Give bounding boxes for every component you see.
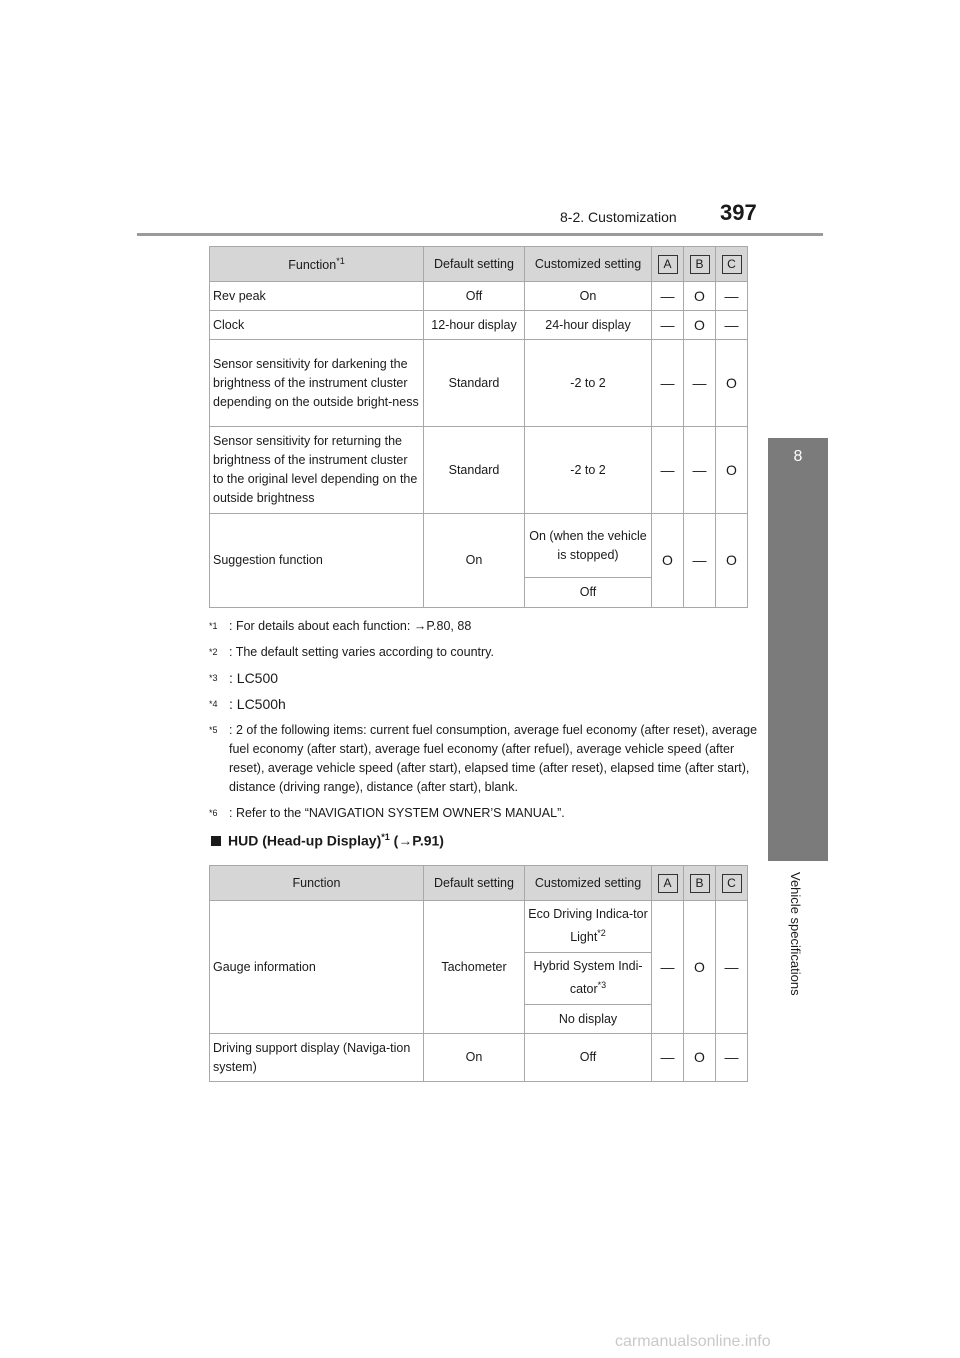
row-custom-alt: Off (525, 578, 652, 608)
row-function: Clock (210, 311, 424, 340)
col-function: Function (210, 866, 424, 901)
watermark: carmanualsonline.info (615, 1333, 771, 1350)
row-default: On (424, 514, 525, 608)
footnote: *4 : LC500h (209, 696, 286, 712)
row-c: — (716, 1034, 748, 1082)
row-a: — (652, 427, 684, 514)
row-default: 12-hour display (424, 311, 525, 340)
row-custom: On (525, 282, 652, 311)
row-custom: 24-hour display (525, 311, 652, 340)
footnote: *3 : LC500 (209, 670, 279, 686)
row-function: Sensor sensitivity for returning the brightness of the instrument cluster to the original level depending on the outside brightness (210, 427, 424, 514)
table-row (210, 282, 748, 311)
col-function: Function$^{*1}$ (210, 247, 424, 282)
col-c: C (716, 866, 748, 901)
page-number: 397 (720, 200, 757, 225)
row-a: — (652, 901, 684, 1034)
row-a: — (652, 311, 684, 340)
footnotes (209, 617, 769, 830)
header-rule (137, 233, 823, 236)
row-default: On (424, 1034, 525, 1082)
square-bullet-icon (211, 836, 221, 846)
col-b: B (684, 247, 716, 282)
table-row (210, 1034, 748, 1082)
row-custom: No display (525, 1005, 652, 1034)
col-a: A (652, 247, 684, 282)
row-custom: -2 to 2 (525, 427, 652, 514)
table-row (210, 901, 748, 953)
row-function: Sensor sensitivity for darkening the brightness of the instrument cluster depending on the outside bright-ness (210, 340, 424, 427)
col-b: B (684, 866, 716, 901)
row-c: — (716, 901, 748, 1034)
section-title: 8-2. Customization (560, 209, 677, 225)
customization-table-1 (209, 246, 748, 608)
row-a: — (652, 282, 684, 311)
row-c: O (716, 514, 748, 608)
row-custom: On (when the vehicle is stopped) (525, 514, 652, 578)
chapter-number: 8 (793, 448, 803, 465)
row-function: Gauge information (210, 901, 424, 1034)
row-custom: Eco Driving Indica-tor Light$^{*2}$ (525, 901, 652, 953)
table-row (210, 427, 748, 514)
row-a: O (652, 514, 684, 608)
col-custom: Customized setting (525, 866, 652, 901)
row-function: Rev peak (210, 282, 424, 311)
table-row (210, 340, 748, 427)
row-c: O (716, 427, 748, 514)
footnote: *6 : Refer to the “NAVIGATION SYSTEM OWNER’S MANUAL”. (209, 806, 565, 820)
row-b: O (684, 282, 716, 311)
col-custom: Customized setting (525, 247, 652, 282)
row-function: Suggestion function (210, 514, 424, 608)
row-b: — (684, 340, 716, 427)
row-c: O (716, 340, 748, 427)
chapter-label: Vehicle specifications (788, 872, 803, 996)
row-b: O (684, 311, 716, 340)
row-b: — (684, 514, 716, 608)
row-function: Driving support display (Naviga-tion system) (210, 1034, 424, 1082)
table-header (210, 247, 748, 282)
row-b: O (684, 901, 716, 1034)
row-default: Off (424, 282, 525, 311)
footnote: *5 : 2 of the following items: current fuel consumption, average fuel economy (after reset), average fuel economy (after start), average fuel economy (after refuel), average vehicle speed (after reset), average vehicle speed (after start), elapsed time (after reset), elapsed time (after start), distance (driving range), distance (after start), blank. (209, 723, 758, 794)
row-b: — (684, 427, 716, 514)
chapter-tab (768, 438, 828, 861)
row-c: — (716, 282, 748, 311)
row-custom: Off (525, 1034, 652, 1082)
row-b: O (684, 1034, 716, 1082)
footnote: *1 : For details about each function: →P.80, 88 (209, 619, 472, 633)
hud-section-heading: HUD (Head-up Display)$^{*1}$ (→P.91) (211, 832, 444, 849)
footnote: *2 : The default setting varies according to country. (209, 645, 494, 659)
row-custom: -2 to 2 (525, 340, 652, 427)
row-default: Standard (424, 340, 525, 427)
table-row (210, 311, 748, 340)
col-c: C (716, 247, 748, 282)
col-default: Default setting (424, 866, 525, 901)
row-c: — (716, 311, 748, 340)
row-custom: Hybrid System Indi-cator$^{*3}$ (525, 953, 652, 1005)
row-a: — (652, 1034, 684, 1082)
col-default: Default setting (424, 247, 525, 282)
row-default: Standard (424, 427, 525, 514)
table-header (210, 866, 748, 901)
hud-table (209, 865, 748, 1082)
row-default: Tachometer (424, 901, 525, 1034)
table-row (210, 514, 748, 578)
row-a: — (652, 340, 684, 427)
col-a: A (652, 866, 684, 901)
